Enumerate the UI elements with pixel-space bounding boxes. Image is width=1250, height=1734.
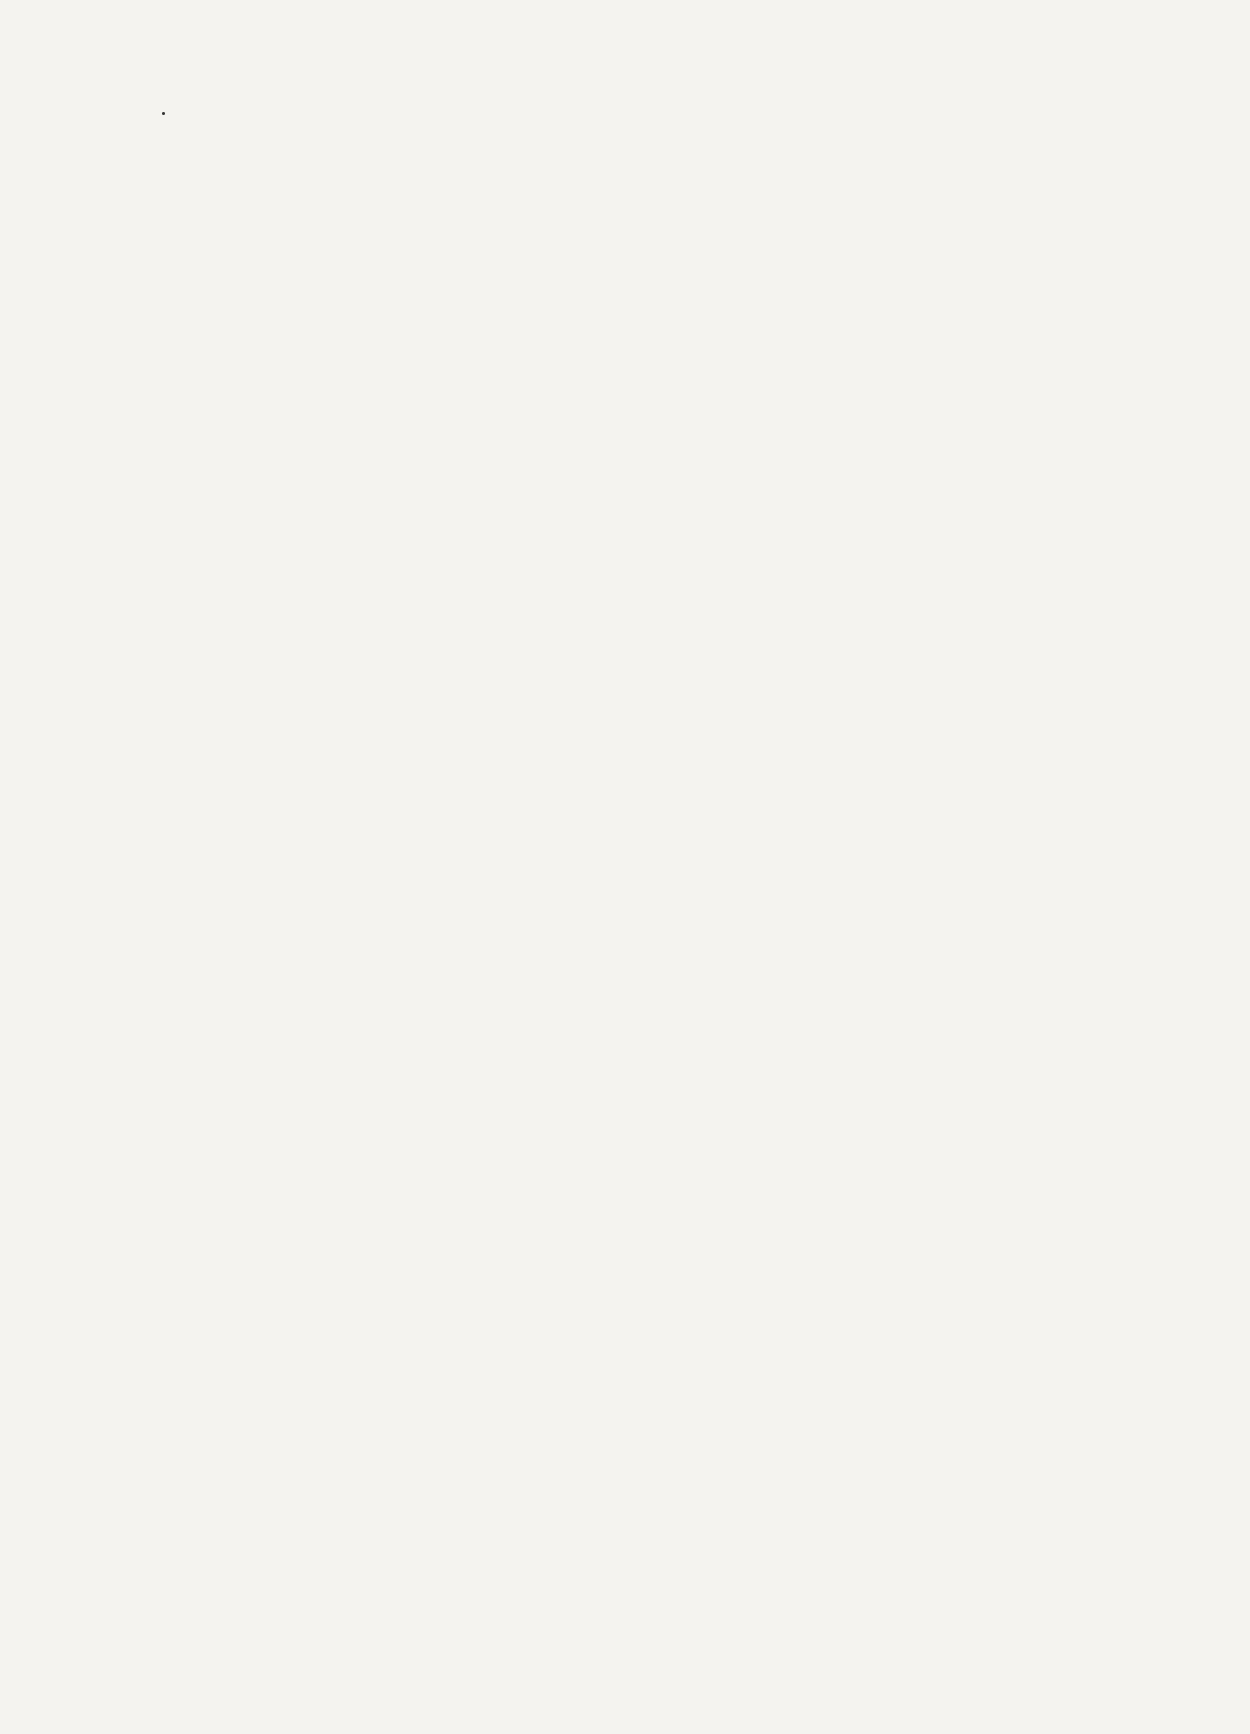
answer-content — [128, 122, 1128, 187]
stray-mark — [162, 112, 165, 115]
answer-item-51 — [128, 122, 1128, 154]
section-6-answers — [128, 154, 1128, 185]
